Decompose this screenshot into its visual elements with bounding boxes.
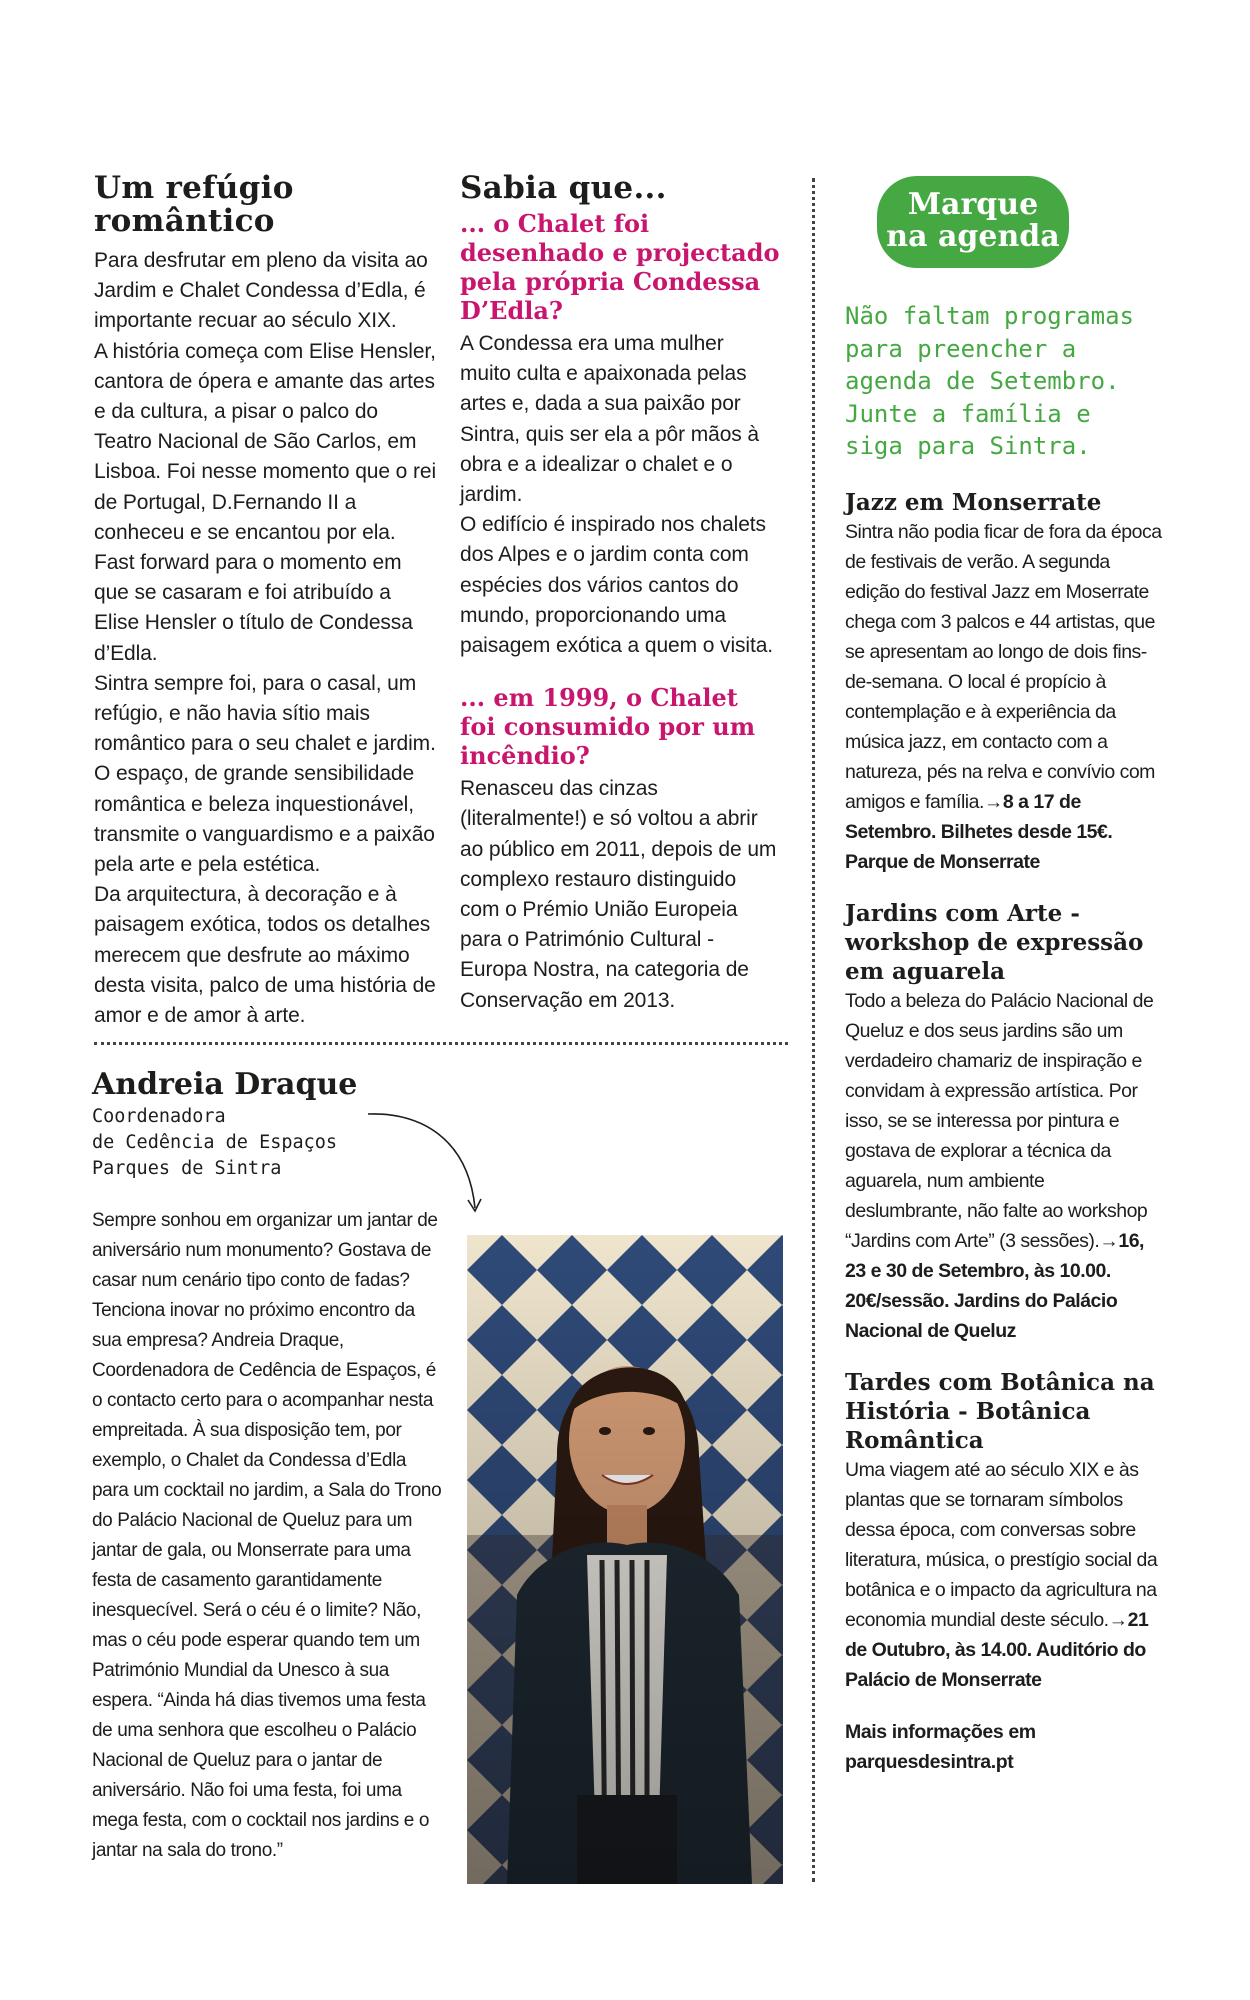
answer-1 [460,329,780,661]
article-body [94,246,439,1031]
arrow-icon: → [983,791,1003,813]
paragraph: Sintra sempre foi, para o casal, um refúgio, e não havia sítio mais romântico para o seu chalet e jardim. O espaço, de grande sensibilidade romântica e beleza inquestionável, transmite o vanguardismo e a paixão pela arte e pela estética. [94,671,436,877]
column-divider [812,178,815,1882]
role-line: Parques de Sintra [92,1158,282,1179]
question-2: ... em 1999, o Chalet foi consumido por um incêndio? [460,683,756,771]
event-text [845,986,1163,1346]
paragraph: Para desfrutar em pleno da visita ao Jardim e Chalet Condessa d’Edla, é importante recuar ao século XIX. [94,249,428,333]
portrait-photo [467,1235,783,1884]
event-text [845,1455,1163,1695]
agenda-intro: Não faltam programas para preencher a agenda de Setembro. Junte a família e siga para Sintra. [845,302,1134,460]
did-you-know-column [460,172,780,1016]
section-divider [94,1042,788,1045]
arrow-icon: → [1099,1230,1119,1252]
did-you-know-title: Sabia que... [460,170,667,206]
answer-2 [460,774,780,1016]
article-column-left [94,172,439,1031]
portrait-illustration [467,1235,783,1884]
event-title: Tardes com Botânica na História - Botânica Romântica [845,1369,1155,1454]
more-info-link[interactable]: parquesdesintra.pt [845,1751,1014,1773]
event-details: 16, 23 e 30 de Setembro, às 10.00. 20€/sessão. Jardins do Palácio Nacional de Queluz [845,1230,1144,1342]
event-text [845,517,1163,877]
agenda-events [845,488,1163,1777]
agenda-badge [877,176,1069,268]
paragraph: A Condessa era uma mulher muito culta e apaixonada pelas artes e, dada a sua paixão por Sintra, quis ser ela a pôr mãos à obra e a idealizar o chalet e o jardim. [460,332,760,507]
role-line: Coordenadora [92,1106,226,1127]
event-description: Sintra não podia ficar de fora da época de festivais de verão. A segunda edição do festival Jazz em Moserrate chega com 3 palcos e 44 artistas, que se apresentam ao longo de dois fins-de-semana. O local é propício à contemplação e à experiência da música jazz, em contacto com a natureza, pés na relva e convívio com amigos e família. [845,521,1162,813]
badge-line: na agenda [886,219,1060,254]
event-details: 21 de Outubro, às 14.00. Auditório do Palácio de Monserrate [845,1609,1149,1691]
paragraph: O edifício é inspirado nos chalets dos Alpes e o jardim conta com espécies dos vários cantos do mundo, proporcionando uma paisagem exótica a quem o visita. [460,513,774,658]
more-info [845,1717,1163,1777]
profile-text [92,1206,442,1866]
event-item [845,1368,1163,1695]
event-description: Todo a beleza do Palácio Nacional de Queluz e dos seus jardins são um verdadeiro chamariz de inspiração e convidam à expressão artística. Por isso, se se interessa por pintura e gostava de explorar a técnica da aguarela, num ambiente deslumbrante, não falte ao workshop “Jardins com Arte” (3 sessões). [845,990,1154,1252]
more-info-label: Mais informações em [845,1721,1036,1743]
curved-arrow-icon [360,1108,490,1220]
profile-name: Andreia Draque [92,1067,358,1102]
event-description: Uma viagem até ao século XIX e às plantas que se tornaram símbolos dessa época, com conversas sobre literatura, música, o prestígio social da botânica e o impacto da agricultura na economia mundial deste século. [845,1459,1158,1631]
event-item [845,488,1163,877]
paragraph: Da arquitectura, à decoração e à paisagem exótica, todos os detalhes merecem que desfrute ao máximo desta visita, palco de uma história de amor e de amor à arte. [94,883,436,1028]
article-title: Um refúgio romântico [94,170,294,239]
paragraph: A história começa com Elise Hensler, cantora de ópera e amante das artes e da cultura, a pisar o palco do Teatro Nacional de São Carlos, em Lisboa. Foi nesse momento que o rei de Portugal, D.Fernando II a conheceu e se encantou por ela. Fast forward para o momento em que se casaram e foi atribuído a Elise Hensler o título de Condessa d’Edla. [94,339,437,665]
badge-line: Marque [907,187,1039,222]
paragraph: Renasceu das cinzas (literalmente!) e só voltou a abrir ao público em 2011, depois de um complexo restauro distinguido com o Prémio União Europeia para o Património Cultural - Europa Nostra, na categoria de Conservação em 2013. [460,777,777,1012]
event-item [845,899,1163,1346]
event-title: Jazz em Monserrate [845,489,1102,516]
role-line: de Cedência de Espaços [92,1132,338,1153]
event-title: Jardins com Arte - workshop de expressão em aguarela [845,900,1144,985]
arrow-icon: → [1108,1609,1128,1631]
event-details: 8 a 17 de Setembro. Bilhetes desde 15€. Parque de Monserrate [845,791,1113,873]
question-1: ... o Chalet foi desenhado e projectado pela própria Condessa D’Edla? [460,209,780,325]
paragraph: Sempre sonhou em organizar um jantar de aniversário num monumento? Gostava de casar num cenário tipo conto de fadas? Tenciona inovar no próximo encontro da sua empresa? Andreia Draque, Coordenadora de Cedência de Espaços, é o contacto certo para o acompanhar nesta empreitada. À sua disposição tem, por exemplo, o Chalet da Condessa d’Edla para um cocktail no jardim, a Sala do Trono do Palácio Nacional de Queluz para um jantar de gala, ou Monserrate para uma festa de casamento garantidamente inesquecível. Será o céu é o limite? Não, mas o céu pode esperar quando tem um Património Mundial da Unesco à sua espera. “Ainda há dias tivemos uma festa de uma senhora que escolheu o Palácio Nacional de Queluz para o jantar de aniversário. Não foi uma festa, foi uma mega festa, com o cocktail nos jardins e o jantar na sala do trono.” [92,1210,442,1861]
